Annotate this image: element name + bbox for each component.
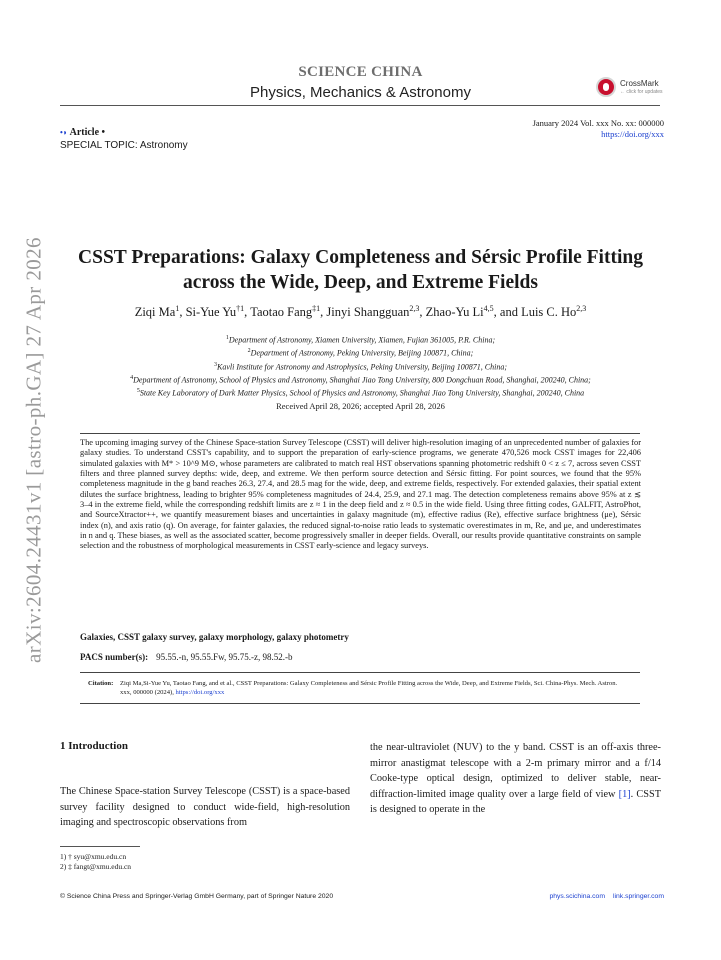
citation-bottom-rule (80, 703, 640, 704)
journal-subtitle: Physics, Mechanics & Astronomy (250, 84, 471, 101)
special-topic: SPECIAL TOPIC: Astronomy (60, 140, 188, 151)
author-affiliation-mark: †1 (236, 304, 245, 313)
keywords: Galaxies, CSST galaxy survey, galaxy morphology, galaxy photometry (80, 632, 349, 642)
affiliation-number: 2 (247, 348, 251, 355)
author-name: Zhao-Yu Li (425, 305, 484, 320)
affiliation-line (40, 386, 681, 399)
intro-right-text-b: . CSST is designed to operate in the (370, 788, 662, 815)
footnote-2: 2) ‡ fangt@xmu.edu.cn (60, 862, 132, 871)
affiliation-line (40, 333, 681, 346)
affiliation-number: 4 (130, 374, 134, 381)
pacs-numbers (80, 652, 293, 662)
citation-label: Citation: (88, 680, 114, 687)
article-marker-icon: •◗ (60, 128, 68, 137)
author-affiliation-mark: 4,5 (483, 304, 494, 313)
author-affiliation-mark: ‡1 (312, 304, 321, 313)
issue-line: January 2024 Vol. xxx No. xx: 000000 (532, 118, 664, 128)
title-line-1: CSST Preparations: Galaxy Completeness and Sérsic Profile Fitting (78, 247, 643, 268)
citation-top-rule (80, 672, 640, 673)
reference-link[interactable]: [1] (618, 788, 631, 800)
springer-link[interactable]: link.springer.com (613, 893, 664, 900)
author-list: Ziqi Ma$^1$, Si-Yue Yu$^{\dagger 1}$, Taotao Fang$^{\ddagger 1}$, Jinyi Shangguan$^{2,3}$, Zhao-Yu Li$^{4,5}$, and Luis C. Ho$^{2,3}$ (134, 304, 587, 320)
author-affiliation-mark: 2,3 (576, 304, 587, 313)
title-line-2: across the Wide, Deep, and Extreme Fields (183, 272, 538, 293)
affiliation-text: Department of Astronomy, School of Physics and Astronomy, Shanghai Jiao Tong University, 800 Dongchuan Road, Shanghai, 200240, China; (133, 375, 591, 385)
citation-box (88, 679, 640, 697)
crossmark-label: CrossMark (620, 79, 659, 88)
footnote-1: 1) † syu@xmu.edu.cn (60, 852, 127, 861)
section-heading: 1 Introduction (60, 740, 128, 752)
affiliation-number: 1 (225, 335, 229, 341)
received-dates: Received April 28, 2026; accepted April 28, 2026 (276, 401, 445, 411)
affiliation-list (40, 333, 681, 399)
phys-scichina-link[interactable]: phys.scichina.com (549, 893, 605, 900)
arxiv-identifier[interactable]: arXiv:2604.24431v1 [astro-ph.GA] 27 Apr 2026 (21, 237, 46, 663)
doi-link[interactable]: https://doi.org/xxx (601, 129, 664, 139)
header-rule (60, 105, 660, 106)
issue-meta (533, 118, 664, 140)
affiliation-text: State Key Laboratory of Dark Matter Physics, School of Physics and Astronomy, Shanghai Jiao Tong University, Shanghai, 200240, China (139, 388, 585, 398)
affiliation-text: Department of Astronomy, Xiamen University, Xiamen, Fujian 361005, P.R. China; (228, 335, 496, 345)
crossmark-tag: ← click for updates (620, 89, 663, 95)
affiliation-line (40, 346, 681, 359)
crossmark-icon (596, 77, 616, 97)
affiliation-text: Department of Astronomy, Peking University, Beijing 100871, China; (250, 348, 474, 358)
article-type-label: Article (69, 127, 100, 138)
article-type: •◗ Article • (60, 127, 106, 138)
author-affiliation-mark: 1 (175, 304, 180, 313)
abstract-top-rule (80, 433, 640, 434)
author-name: Jinyi Shangguan (326, 305, 410, 320)
author-name: Ziqi Ma (134, 305, 176, 320)
copyright-notice: © Science China Press and Springer-Verlag GmbH Germany, part of Springer Nature 2020 (60, 893, 334, 900)
footnote-rule (60, 846, 140, 847)
paper-title (50, 245, 671, 295)
author-name: Luis C. Ho (521, 305, 577, 320)
citation-doi-link[interactable]: https://doi.org/xxx (175, 689, 225, 696)
intro-right-column (370, 740, 661, 818)
affiliation-line (40, 373, 681, 386)
intro-left-column: The Chinese Space-station Survey Telescope (CSST) is a space-based survey facility designed to conduct wide-field, high-resolution imaging and spectroscopic observations from (60, 786, 350, 828)
pacs-label: PACS number(s): (80, 652, 149, 662)
author-name: Si-Yue Yu (185, 305, 237, 320)
footnotes (60, 852, 131, 872)
citation-text (120, 679, 630, 697)
crossmark-badge[interactable] (596, 74, 676, 102)
abstract-text: The upcoming imaging survey of the Chinese Space-station Survey Telescope (CSST) will deliver high-resolution imaging of an unprecedented number of galaxies for galaxy studies. To understand CSST's capability, and to support the preparation of early-science programs, we generate 470,526 mock CSST images for 22,406 simulated galaxies with M* > 10^9 M⊙, whose parameters are calibrated to match real HST observations spanning photometric redshift 0 < z ≤ 7, across seven CSST filters and three planned survey depths: wide, deep, and extreme. We then perform source detection and Sérsic fitting. For point sources, we found that the 95% completeness magnitude in the g band reaches 26.3, 27.4, and 28.5 mag for the wide, deep, and extreme fields, respectively. For extended galaxies, their spatial extent dilutes the surface brightness, leading to brighter 95% completeness magnitudes of 24.4, 25.9, and 27.1 mag. The detection completeness remains above 95% at z ≲ 3–4 in the extreme field, while the corresponding redshift limits are z ≈ 1 in the deep field and z ≈ 0.5 in the wide field. Using three fitting codes, GALFIT, AstroPhot, and SourceXtractor++, we quantify measurement biases and uncertainties in galaxy magnitude (m), effective radius (Re), effective surface brightness (μe), Sérsic index (n), and axis ratio (q). On average, for fainter galaxies, the reduced signal-to-noise ratio leads to systematic overestimates in m, Re, and μe, and underestimates in n and q. These biases, as well as the associated scatter, become progressively smaller in deeper fields. Overall, our results provide quantitative constraints on sample selection and the robustness of morphological measurements in CSST early-science and legacy surveys. (80, 438, 641, 551)
citation-body: Ziqi Ma,Si-Yue Yu, Taotao Fang, and et al., CSST Preparations: Galaxy Completeness and Sérsic Profile Fitting across the Wide, Deep, and Extreme Fields, Sci. China-Phys. Mech. Astron. xxx, 000000 (2024), (120, 680, 618, 696)
affiliation-text: Kavli Institute for Astronomy and Astrophysics, Peking University, Beijing 100871, China; (217, 362, 507, 372)
author-affiliation-mark: 2,3 (409, 304, 420, 313)
affiliation-line (40, 360, 681, 373)
journal-name: SCIENCE CHINA (298, 64, 423, 80)
intro-right-text-a: the near-ultraviolet (NUV) to the y band. CSST is an off-axis three-mirror anastigmat telescope with a 2-m primary mirror and a f/14 Cooke-type optical design, optimized to deliver stable, near-diffraction-limited image quality over a large field of view (370, 742, 661, 800)
author-name: Taotao Fang (250, 305, 313, 320)
affiliation-number: 3 (214, 361, 217, 368)
pacs-values: 95.55.-n, 95.55.Fw, 95.75.-z, 98.52.-b (156, 652, 293, 662)
footer-links (549, 893, 664, 900)
arxiv-sidebar (0, 0, 60, 960)
affiliation-number: 5 (136, 388, 140, 394)
